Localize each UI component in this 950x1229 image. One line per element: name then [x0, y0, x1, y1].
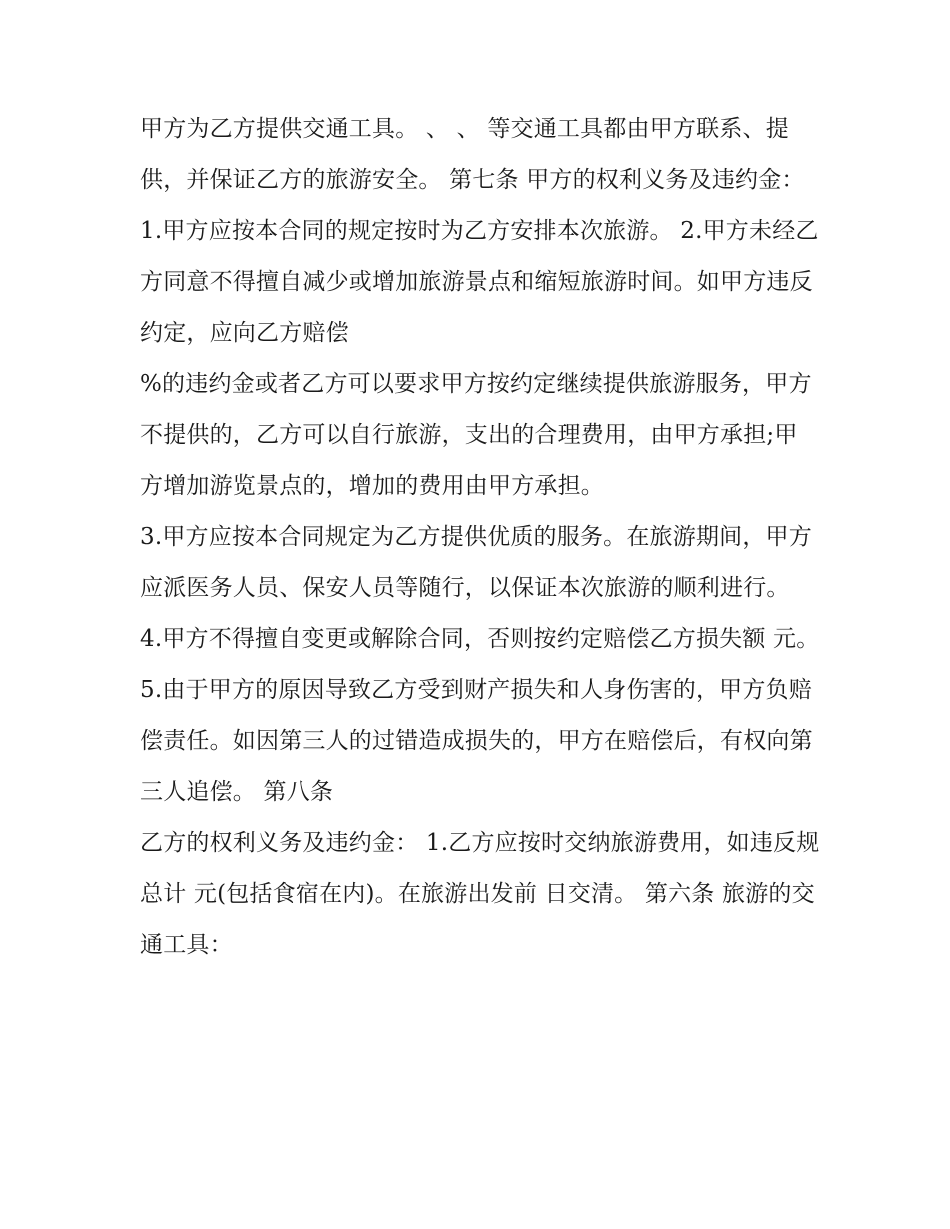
paragraph-clause-3: 3.甲方应按本合同规定为乙方提供优质的服务。在旅游期间，甲方应派医务人员、保安人员等随行，以保证本次旅游的顺利进行。 [140, 524, 812, 601]
paragraph-transport-and-article-seven: 甲方为乙方提供交通工具。 、 、 等交通工具都由甲方联系、提供，并保证乙方的旅游安全。 第七条 甲方的权利义务及违约金： [140, 116, 805, 193]
paragraph-party-b-obligations: 乙方的权利义务及违约金： 1.乙方应按时交纳旅游费用，如违反规总计 元(包括食宿在内)。在旅游出发前 日交清。 第六条 旅游的交通工具： [140, 830, 820, 958]
document-body [140, 104, 820, 971]
paragraph-clause-4: 4.甲方不得擅自变更或解除合同，否则按约定赔偿乙方损失额 元。 [140, 626, 820, 652]
paragraph-clause-1-2: 1.甲方应按本合同的规定按时为乙方安排本次旅游。 2.甲方未经乙方同意不得擅自减少或增加旅游景点和缩短旅游时间。如甲方违反约定，应向乙方赔偿 [140, 218, 819, 346]
paragraph-penalty-percent: %的违约金或者乙方可以要求甲方按约定继续提供旅游服务，甲方不提供的，乙方可以自行旅游，支出的合理费用，由甲方承担;甲方增加游览景点的，增加的费用由甲方承担。 [140, 371, 812, 499]
paragraph-clause-5-article-eight: 5.由于甲方的原因导致乙方受到财产损失和人身伤害的，甲方负赔偿责任。如因第三人的过错造成损失的，甲方在赔偿后，有权向第三人追偿。 第八条 [140, 677, 813, 805]
